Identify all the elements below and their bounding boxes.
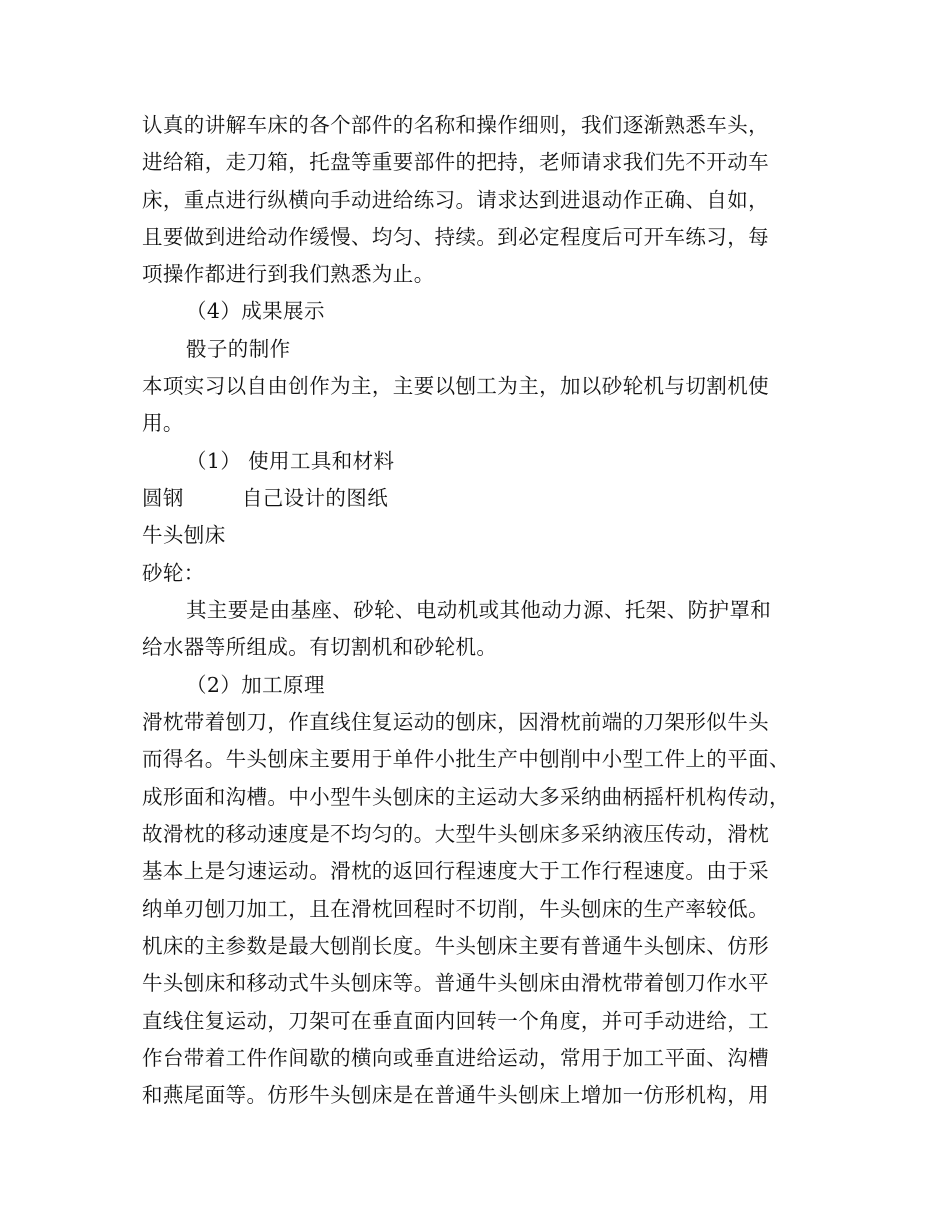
section-heading: （1） 使用工具和材料	[186, 449, 395, 473]
section-heading: （2）加工原理	[186, 673, 325, 697]
text-line: 给水器等所组成。有切割机和砂轮机。	[142, 635, 498, 659]
text-line: 作台带着工件作间歇的横向或垂直进给运动，常用于加工平面、沟槽	[142, 1046, 769, 1070]
text-line: 成形面和沟槽。中小型牛头刨床的主运动大多采纳曲柄摇杆机构传动，	[142, 785, 790, 809]
text-line: 认真的讲解车床的各个部件的名称和操作细则，我们逐渐熟悉车头，	[142, 113, 769, 137]
material-item: 自己设计的图纸	[241, 486, 389, 510]
text-line: 用。	[142, 411, 184, 435]
text-line: 故滑枕的移动速度是不均匀的。大型牛头刨床多采纳液压传动，滑枕	[142, 822, 769, 846]
text-line: 纳单刃刨刀加工，且在滑枕回程时不切削，牛头刨床的生产率较低。	[142, 897, 769, 921]
text-line: 其主要是由基座、砂轮、电动机或其他动力源、托架、防护罩和	[186, 598, 772, 622]
text-line: 机床的主参数是最大刨削长度。牛头刨床主要有普通牛头刨床、仿形	[142, 934, 769, 958]
section-heading: （4）成果展示	[186, 299, 325, 323]
subsection-title: 骰子的制作	[186, 337, 291, 361]
text-line: 且要做到进给动作缓慢、均匀、持续。到必定程度后可开车练习，每	[142, 225, 769, 249]
text-line: 项操作都进行到我们熟悉为止。	[142, 262, 435, 286]
text-line: 基本上是匀速运动。滑枕的返回行程速度大于工作行程速度。由于采	[142, 859, 769, 883]
text-line: 牛头刨床	[142, 523, 226, 547]
text-line: 床，重点进行纵横向手动进给练习。请求达到进退动作正确、自如，	[142, 188, 769, 212]
text-line: 砂轮：	[142, 561, 205, 585]
text-line: 直线住复运动，刀架可在垂直面内回转一个角度，并可手动进给，工	[142, 1009, 769, 1033]
text-line: 而得名。牛头刨床主要用于单件小批生产中刨削中小型工件上的平面、	[142, 747, 790, 771]
text-line: 进给箱，走刀箱，托盘等重要部件的把持，老师请求我们先不开动车	[142, 150, 769, 174]
text-line: 本项实习以自由创作为主，主要以刨工为主，加以砂轮机与切割机使	[142, 374, 769, 398]
text-line: 滑枕带着刨刀，作直线住复运动的刨床，因滑枕前端的刀架形似牛头	[142, 710, 769, 734]
text-line: 和燕尾面等。仿形牛头刨床是在普通牛头刨床上增加一仿形机构，用	[142, 1083, 769, 1107]
material-item: 圆钢	[142, 486, 184, 510]
text-line: 牛头刨床和移动式牛头刨床等。普通牛头刨床由滑枕带着刨刀作水平	[142, 971, 769, 995]
materials-row	[142, 486, 388, 510]
